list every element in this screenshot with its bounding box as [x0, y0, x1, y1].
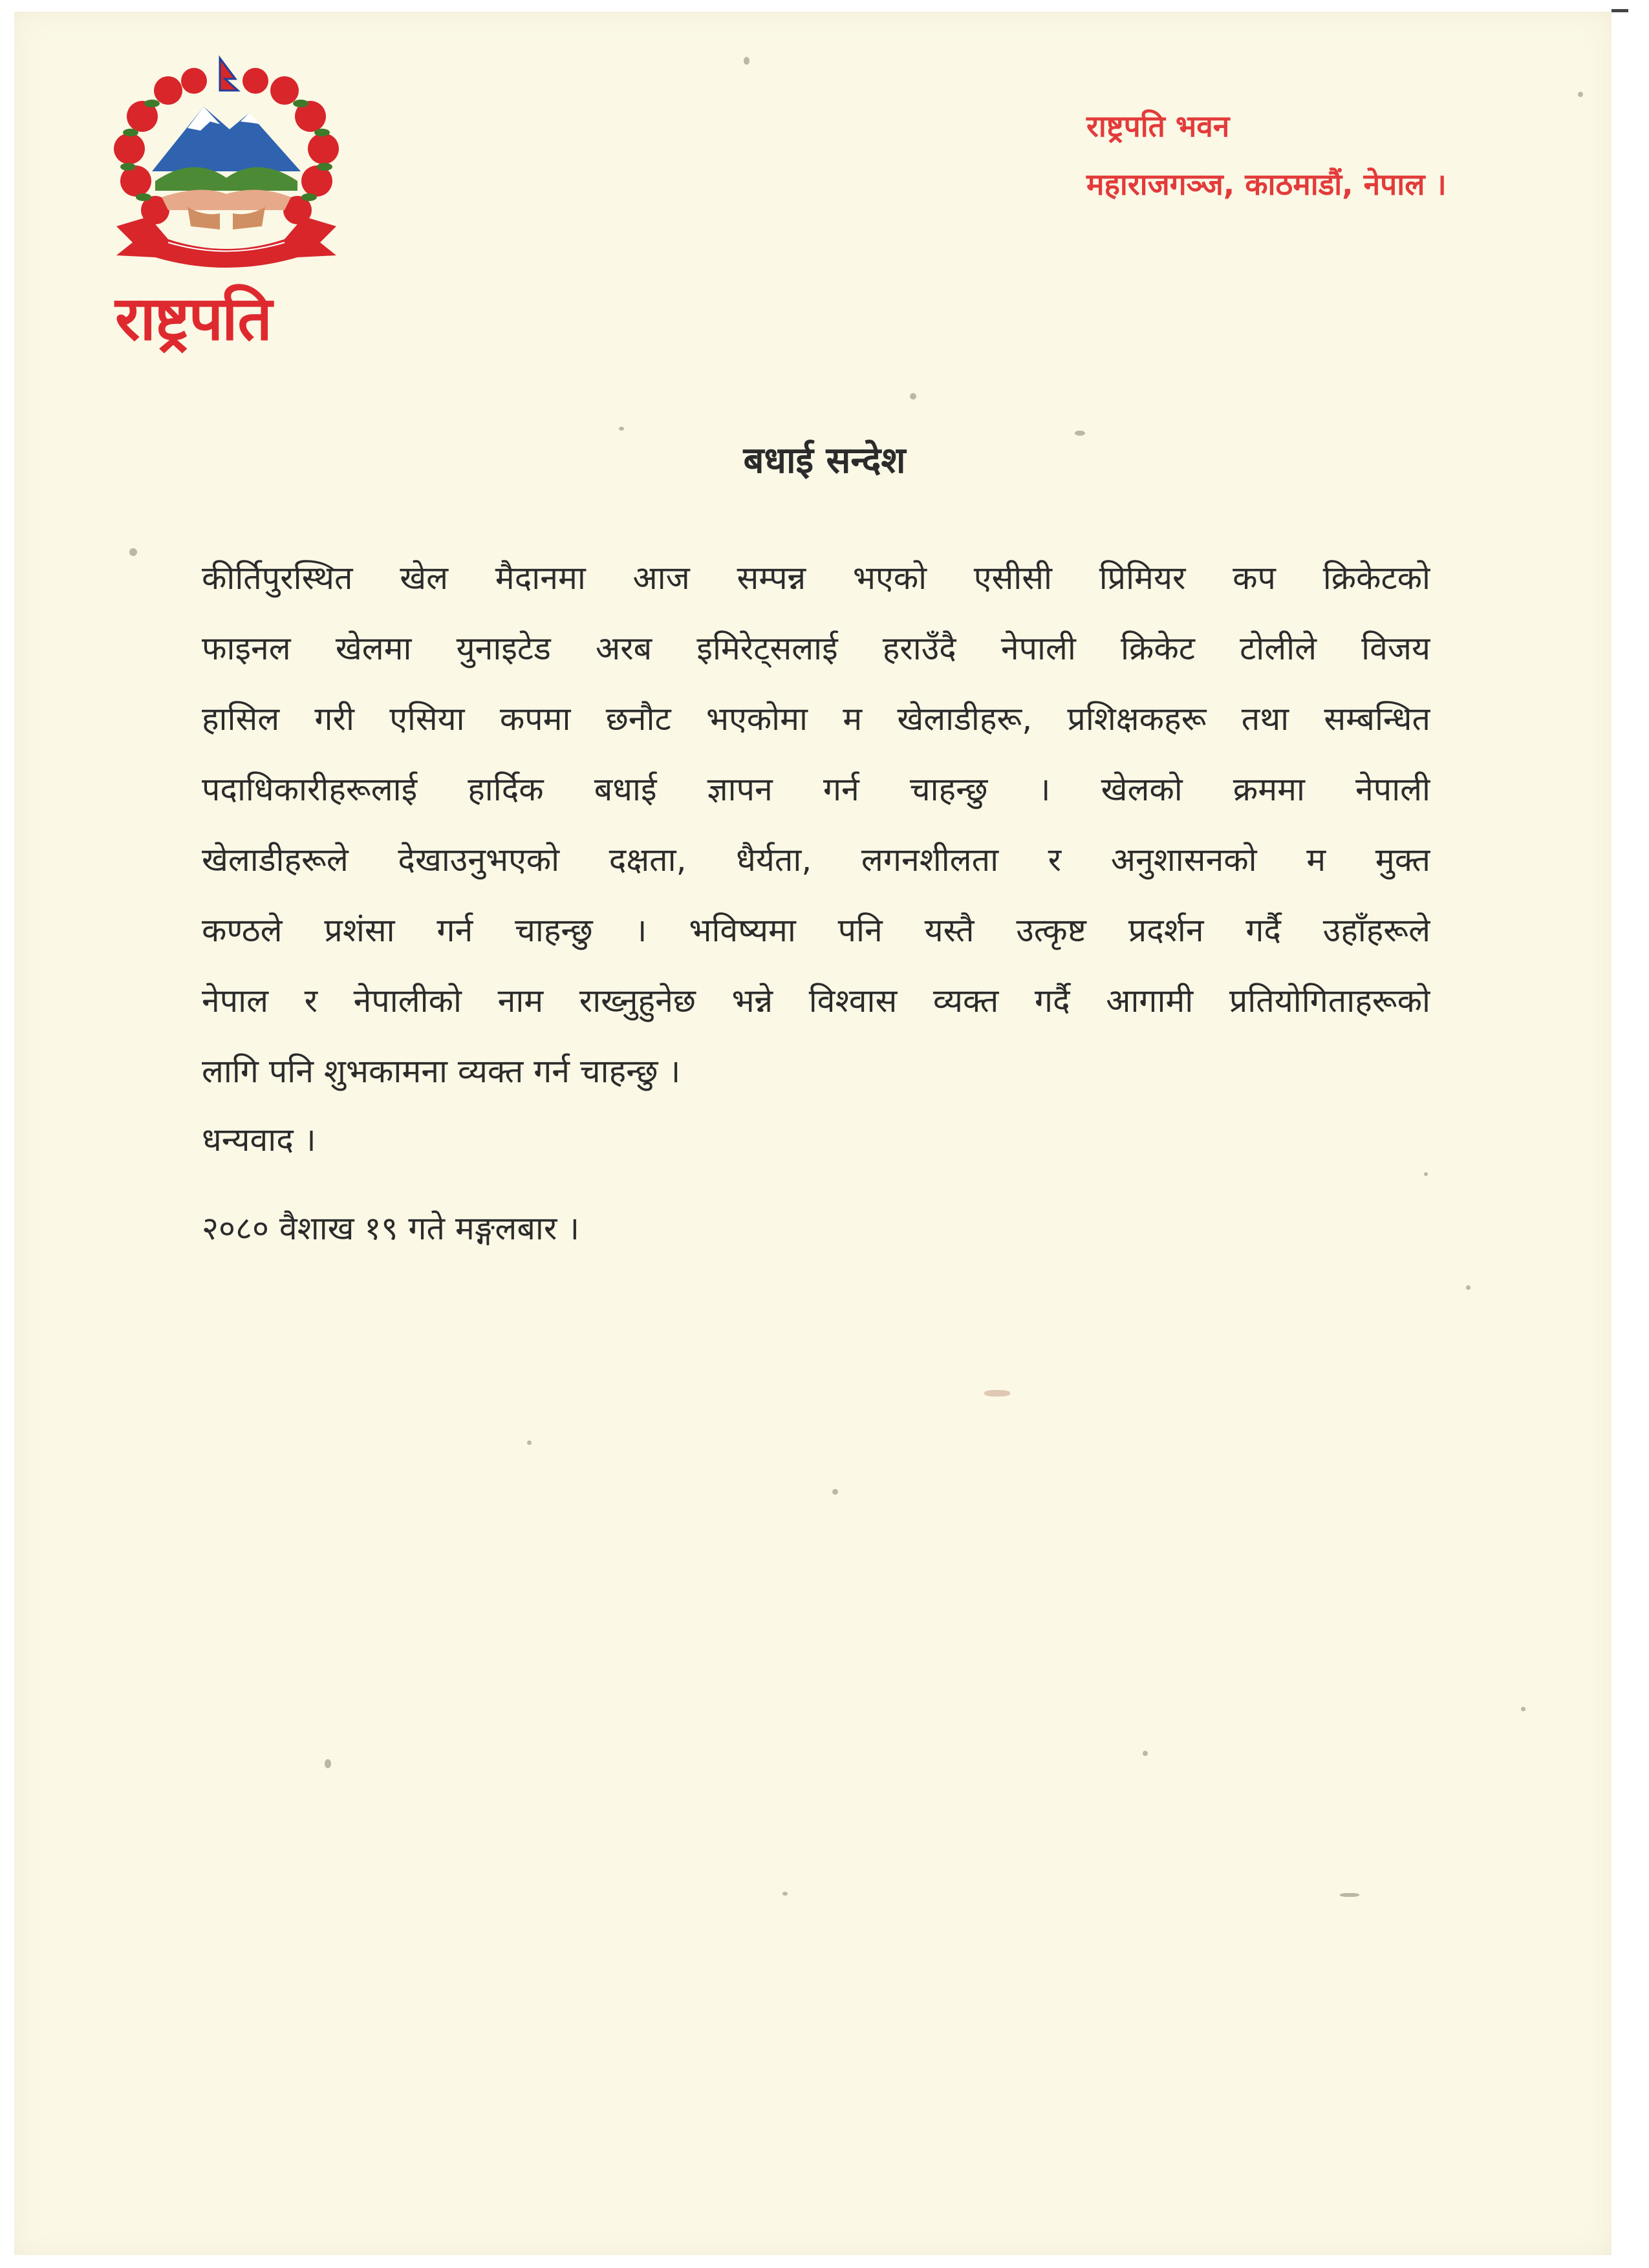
paper-fleck: [984, 1390, 1010, 1396]
paper-fleck: [1143, 1751, 1148, 1756]
body-line: नेपाल र नेपालीको नाम राख्नुहुनेछ भन्ने विश्वास व्यक्त गर्दै आगामी प्रतियोगिताहरूको: [202, 982, 1430, 1020]
body-line: पदाधिकारीहरूलाई हार्दिक बधाई ज्ञापन गर्न चाहन्छु । खेलको क्रममा नेपाली: [202, 771, 1430, 808]
body-line: फाइनल खेलमा युनाइटेड अरब इमिरेट्सलाई हराउँदै नेपाली क्रिकेट टोलीले विजय: [202, 630, 1430, 667]
address-line-2: महाराजगञ्ज, काठमाडौं, नेपाल ।: [1086, 167, 1447, 202]
paper-fleck: [744, 57, 749, 65]
letter-title: बधाई सन्देश: [743, 440, 906, 482]
address-line-1: राष्ट्रपति भवन: [1086, 109, 1230, 144]
paper-fleck: [782, 1892, 788, 1896]
closing-thanks: धन्यवाद ।: [202, 1121, 316, 1159]
body-line: कीर्तिपुरस्थित खेल मैदानमा आज सम्पन्न भएको एसीसी प्रिमियर कप क्रिकेटको: [202, 559, 1430, 597]
paper-fleck: [1521, 1707, 1525, 1711]
body-line: खेलाडीहरूले देखाउनुभएको दक्षता, धैर्यता, लगनशीलता र अनुशासनको म मुक्त: [202, 841, 1430, 879]
nepal-coat-of-arms-icon: [91, 52, 362, 284]
letter-body: [202, 543, 1430, 1107]
paper-fleck: [325, 1759, 331, 1768]
paper-fleck: [910, 393, 916, 400]
paper-fleck: [1340, 1893, 1359, 1897]
scan-edge-mark: [1611, 9, 1628, 12]
paper-fleck: [1466, 1285, 1471, 1290]
body-line: कण्ठले प्रशंसा गर्न चाहन्छु । भविष्यमा पनि यस्तै उत्कृष्ट प्रदर्शन गर्दै उहाँहरूले: [202, 912, 1430, 949]
paper-fleck: [129, 548, 137, 556]
paper-fleck: [1424, 1172, 1428, 1176]
emblem: [91, 52, 362, 284]
paper-fleck: [832, 1489, 838, 1495]
letter-date: २०८० वैशाख १९ गते मङ्गलबार ।: [202, 1210, 580, 1247]
body-line: लागि पनि शुभकामना व्यक्त गर्न चाहन्छु ।: [202, 1053, 681, 1090]
emblem-wordmark: राष्ट्रपति: [115, 284, 272, 354]
paper-fleck: [527, 1440, 532, 1445]
office-address: [1086, 97, 1591, 213]
body-line: हासिल गरी एसिया कपमा छनौट भएकोमा म खेलाडीहरू, प्रशिक्षकहरू तथा सम्बन्धित: [202, 700, 1430, 738]
paper-fleck: [1578, 92, 1583, 97]
paper-fleck: [619, 427, 624, 431]
